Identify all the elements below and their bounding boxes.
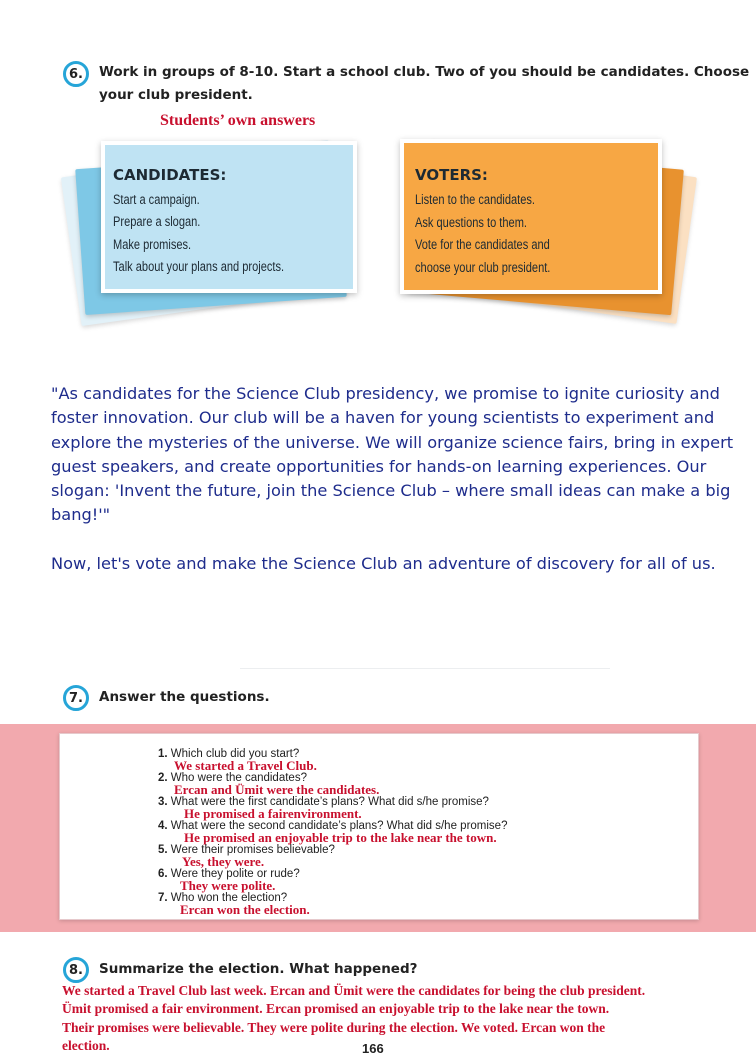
question-2-text: Who were the candidates?: [170, 772, 307, 784]
students-own-answers-note: Students’ own answers: [160, 112, 316, 129]
question-1-text: Which club did you start?: [170, 748, 300, 760]
questions-list: [158, 748, 698, 916]
speech-line-5: slogan: 'Invent the future, join the Science Club – where small ideas can make a big: [51, 481, 731, 501]
summary-line-2: Ümit promised a fair environment. Ercan promised an enjoyable trip to the lake near the town.: [62, 1001, 610, 1017]
question-5-number: 5.: [158, 844, 168, 856]
voters-line-4: choose your club president.: [415, 260, 551, 275]
question-2-number: 2.: [158, 772, 168, 784]
question-1-number: 1.: [158, 748, 168, 760]
candidates-card: [101, 141, 357, 293]
question-4-number: 4.: [158, 820, 168, 832]
summary-line-4: election.: [62, 1038, 110, 1054]
exercise-8-instruction: Summarize the election. What happened?: [99, 961, 418, 977]
speech-closing: Now, let's vote and make the Science Club an adventure of discovery for all of us.: [51, 553, 716, 573]
exercise-6-instruction-line2: your club president.: [99, 87, 253, 103]
answer-3: He promised a fairenvironment.: [184, 806, 362, 821]
page-number: 166: [362, 1041, 384, 1056]
exercise-6-instruction-line1: Work in groups of 8-10. Start a school club. Two of you should be candidates. Choose: [99, 64, 750, 80]
speech-line-3: explore the mysteries of the universe. We will organize science fairs, bring in expert: [51, 432, 734, 452]
question-7-number: 7.: [158, 892, 168, 904]
answer-2: Ercan and Ümit were the candidates.: [174, 782, 380, 797]
question-5-text: Were their promises believable?: [170, 844, 335, 856]
question-6-text: Were they polite or rude?: [170, 868, 300, 880]
speech-line-6: bang!'": [51, 505, 111, 525]
candidates-line-2: Prepare a slogan.: [113, 214, 201, 229]
speech-line-4: guest speakers, and create opportunities for hands-on learning experiences. Our: [51, 456, 707, 476]
separator-line: [240, 668, 610, 669]
question-4-text: What were the second candidate’s plans? What did s/he promise?: [170, 820, 508, 832]
voters-heading: VOTERS:: [415, 166, 488, 184]
answer-4: He promised an enjoyable trip to the lake near the town.: [184, 830, 497, 845]
candidates-line-3: Make promises.: [113, 237, 192, 252]
exercise-6-number: 6.: [63, 61, 89, 87]
voters-line-2: Ask questions to them.: [415, 215, 527, 230]
exercise-7-instruction: Answer the questions.: [99, 689, 270, 705]
speech-line-1: "As candidates for the Science Club presidency, we promise to ignite curiosity and: [51, 384, 720, 403]
candidates-heading: CANDIDATES:: [113, 166, 227, 184]
speech-spacer: [51, 528, 751, 552]
summary-line-1: We started a Travel Club last week. Ercan and Ümit were the candidates for being the club president.: [62, 983, 646, 998]
voters-line-3: Vote for the candidates and: [415, 237, 550, 252]
voters-card: [400, 139, 662, 294]
campaign-speech: [51, 382, 751, 576]
question-3-number: 3.: [158, 796, 168, 808]
answer-5: Yes, they were.: [182, 854, 265, 869]
answer-7: Ercan won the election.: [180, 902, 310, 917]
candidates-line-1: Start a campaign.: [113, 192, 200, 207]
speech-line-2: foster innovation. Our club will be a haven for young scientists to experiment and: [51, 408, 715, 428]
question-7-text: Who won the election?: [170, 892, 288, 904]
question-6-number: 6.: [158, 868, 168, 880]
answer-6: They were polite.: [180, 878, 276, 893]
candidates-line-4: Talk about your plans and projects.: [113, 259, 285, 274]
exercise-7-number: 7.: [63, 685, 89, 711]
question-3-text: What were the first candidate’s plans? What did s/he promise?: [170, 796, 489, 808]
voters-line-1: Listen to the candidates.: [415, 192, 536, 207]
summary-line-3: Their promises were believable. They were polite during the election. We voted. Ercan won the: [62, 1019, 606, 1035]
summary-answer: [62, 982, 754, 1056]
exercise-8-number: 8.: [63, 957, 89, 983]
answer-1: We started a Travel Club.: [174, 758, 317, 773]
